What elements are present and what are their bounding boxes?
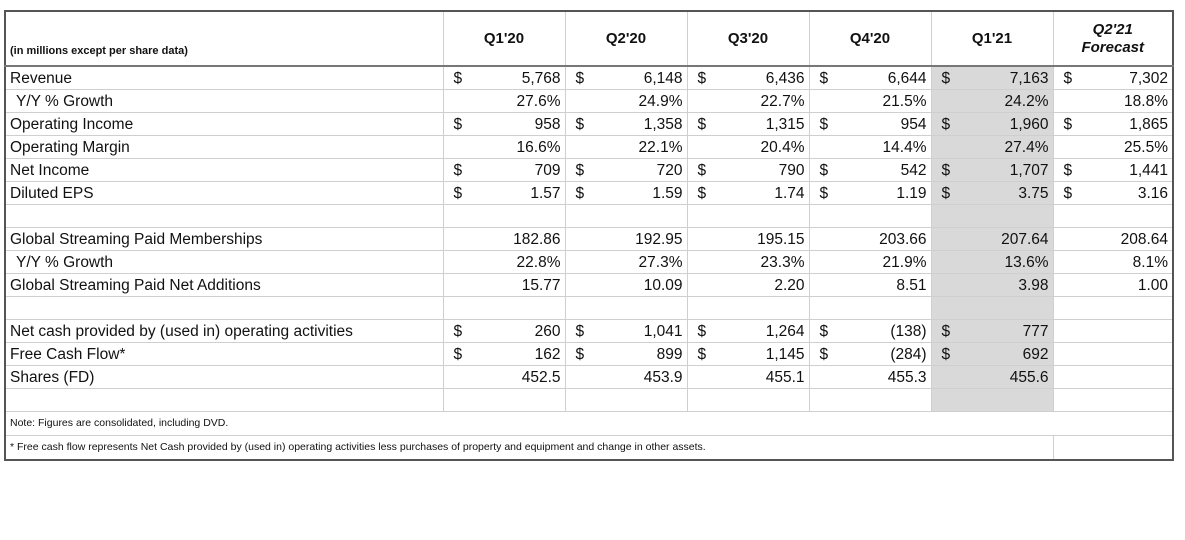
table-row — [5, 136, 1173, 159]
footnote-consolidated: Note: Figures are consolidated, including DVD. — [5, 412, 1173, 436]
row-label: Free Cash Flow* — [5, 343, 443, 366]
currency-symbol: $ — [931, 343, 961, 366]
period-header-forecast — [1053, 11, 1173, 66]
empty-cell — [931, 297, 1053, 320]
value-cell: 208.64 — [1053, 228, 1173, 251]
value-cell: 899 — [595, 343, 687, 366]
row-label: Shares (FD) — [5, 366, 443, 389]
row-label: Operating Income — [5, 113, 443, 136]
currency-symbol: $ — [565, 113, 595, 136]
spacer-row — [5, 205, 1173, 228]
value-cell: 455.1 — [687, 366, 809, 389]
value-cell: 542 — [839, 159, 931, 182]
currency-symbol: $ — [809, 182, 839, 205]
currency-symbol: $ — [931, 320, 961, 343]
empty-cell — [687, 297, 809, 320]
row-label: Diluted EPS — [5, 182, 443, 205]
currency-symbol: $ — [809, 159, 839, 182]
value-cell: 2.20 — [687, 274, 809, 297]
currency-symbol: $ — [687, 113, 717, 136]
value-cell: 1,358 — [595, 113, 687, 136]
value-cell: 5,768 — [473, 66, 565, 90]
value-cell: 1.57 — [473, 182, 565, 205]
empty-cell — [1053, 436, 1173, 461]
value-cell: 1.19 — [839, 182, 931, 205]
empty-cell — [1053, 297, 1173, 320]
value-cell: 162 — [473, 343, 565, 366]
empty-cell — [565, 297, 687, 320]
empty-cell — [5, 297, 443, 320]
period-header-q2-20: Q2'20 — [565, 11, 687, 66]
row-label: Net cash provided by (used in) operating activities — [5, 320, 443, 343]
table-row — [5, 90, 1173, 113]
currency-symbol: $ — [809, 113, 839, 136]
row-label: Operating Margin — [5, 136, 443, 159]
note-row — [5, 436, 1173, 461]
empty-cell — [565, 205, 687, 228]
value-cell: (284) — [839, 343, 931, 366]
value-cell: 23.3% — [687, 251, 809, 274]
empty-cell — [809, 389, 931, 412]
table-row — [5, 159, 1173, 182]
empty-cell — [931, 205, 1053, 228]
value-cell: 16.6% — [443, 136, 565, 159]
empty-cell — [1053, 366, 1173, 389]
value-cell: 24.9% — [565, 90, 687, 113]
currency-symbol: $ — [931, 113, 961, 136]
empty-cell — [1053, 205, 1173, 228]
currency-symbol: $ — [443, 113, 473, 136]
value-cell: 958 — [473, 113, 565, 136]
value-cell: 207.64 — [931, 228, 1053, 251]
value-cell: 8.51 — [809, 274, 931, 297]
value-cell: 790 — [717, 159, 809, 182]
table-row — [5, 228, 1173, 251]
currency-symbol: $ — [1053, 159, 1083, 182]
currency-symbol: $ — [931, 66, 961, 90]
currency-symbol: $ — [443, 159, 473, 182]
currency-symbol: $ — [809, 66, 839, 90]
forecast-quarter: Q2'21 — [1092, 20, 1133, 38]
value-cell: 720 — [595, 159, 687, 182]
table-row — [5, 320, 1173, 343]
value-cell: 182.86 — [443, 228, 565, 251]
table-row — [5, 251, 1173, 274]
currency-symbol: $ — [1053, 182, 1083, 205]
value-cell: 1,960 — [961, 113, 1053, 136]
empty-cell — [931, 389, 1053, 412]
value-cell: 709 — [473, 159, 565, 182]
note-row — [5, 412, 1173, 436]
empty-cell — [565, 389, 687, 412]
currency-symbol: $ — [687, 320, 717, 343]
currency-symbol: $ — [565, 343, 595, 366]
empty-cell — [5, 205, 443, 228]
value-cell: 6,644 — [839, 66, 931, 90]
currency-symbol: $ — [565, 182, 595, 205]
currency-symbol: $ — [443, 343, 473, 366]
table-row — [5, 366, 1173, 389]
value-cell: 1.74 — [717, 182, 809, 205]
empty-cell — [443, 205, 565, 228]
currency-symbol: $ — [565, 159, 595, 182]
value-cell: 27.3% — [565, 251, 687, 274]
empty-cell — [1053, 343, 1173, 366]
value-cell: 203.66 — [809, 228, 931, 251]
value-cell: 25.5% — [1053, 136, 1173, 159]
currency-symbol: $ — [565, 320, 595, 343]
value-cell: 1,264 — [717, 320, 809, 343]
currency-symbol: $ — [687, 343, 717, 366]
value-cell: 954 — [839, 113, 931, 136]
empty-cell — [687, 205, 809, 228]
currency-symbol: $ — [565, 66, 595, 90]
currency-symbol: $ — [809, 320, 839, 343]
value-cell: 6,148 — [595, 66, 687, 90]
value-cell: 1,145 — [717, 343, 809, 366]
currency-symbol: $ — [931, 182, 961, 205]
value-cell: 192.95 — [565, 228, 687, 251]
value-cell: 27.6% — [443, 90, 565, 113]
currency-symbol: $ — [687, 182, 717, 205]
value-cell: 13.6% — [931, 251, 1053, 274]
currency-symbol: $ — [443, 182, 473, 205]
value-cell: 20.4% — [687, 136, 809, 159]
empty-cell — [1053, 389, 1173, 412]
period-header-q3-20: Q3'20 — [687, 11, 809, 66]
table-row — [5, 182, 1173, 205]
units-label: (in millions except per share data) — [5, 11, 443, 66]
currency-symbol: $ — [687, 66, 717, 90]
value-cell: 455.3 — [809, 366, 931, 389]
value-cell: 1,865 — [1083, 113, 1173, 136]
table-row — [5, 274, 1173, 297]
value-cell: 452.5 — [443, 366, 565, 389]
currency-symbol: $ — [809, 343, 839, 366]
value-cell: 453.9 — [565, 366, 687, 389]
empty-cell — [687, 389, 809, 412]
value-cell: 15.77 — [443, 274, 565, 297]
spacer-row — [5, 389, 1173, 412]
value-cell: 8.1% — [1053, 251, 1173, 274]
footnote-free-cash-flow: * Free cash flow represents Net Cash provided by (used in) operating activities less purchases of property and equipment and change in other assets. — [5, 436, 1053, 461]
currency-symbol: $ — [931, 159, 961, 182]
value-cell: 777 — [961, 320, 1053, 343]
financial-table-sheet — [4, 10, 1174, 461]
period-header-q1-21: Q1'21 — [931, 11, 1053, 66]
value-cell: (138) — [839, 320, 931, 343]
value-cell: 22.1% — [565, 136, 687, 159]
value-cell: 195.15 — [687, 228, 809, 251]
table-row — [5, 343, 1173, 366]
row-label: Global Streaming Paid Net Additions — [5, 274, 443, 297]
currency-symbol: $ — [443, 66, 473, 90]
value-cell: 1,441 — [1083, 159, 1173, 182]
financial-summary-table — [4, 10, 1174, 461]
value-cell: 21.5% — [809, 90, 931, 113]
value-cell: 10.09 — [565, 274, 687, 297]
value-cell: 1,315 — [717, 113, 809, 136]
value-cell: 22.8% — [443, 251, 565, 274]
row-label: Revenue — [5, 66, 443, 90]
row-label: Y/Y % Growth — [5, 251, 443, 274]
period-header-q4-20: Q4'20 — [809, 11, 931, 66]
value-cell: 24.2% — [931, 90, 1053, 113]
period-header-q1-20: Q1'20 — [443, 11, 565, 66]
value-cell: 3.16 — [1083, 182, 1173, 205]
value-cell: 6,436 — [717, 66, 809, 90]
empty-cell — [809, 205, 931, 228]
value-cell: 455.6 — [931, 366, 1053, 389]
value-cell: 21.9% — [809, 251, 931, 274]
currency-symbol: $ — [1053, 66, 1083, 90]
value-cell: 260 — [473, 320, 565, 343]
empty-cell — [443, 297, 565, 320]
row-label: Net Income — [5, 159, 443, 182]
value-cell: 18.8% — [1053, 90, 1173, 113]
row-label: Global Streaming Paid Memberships — [5, 228, 443, 251]
value-cell: 1.00 — [1053, 274, 1173, 297]
empty-cell — [1053, 320, 1173, 343]
empty-cell — [809, 297, 931, 320]
value-cell: 7,163 — [961, 66, 1053, 90]
currency-symbol: $ — [687, 159, 717, 182]
value-cell: 3.98 — [931, 274, 1053, 297]
value-cell: 1,041 — [595, 320, 687, 343]
value-cell: 1,707 — [961, 159, 1053, 182]
value-cell: 7,302 — [1083, 66, 1173, 90]
table-row — [5, 66, 1173, 90]
table-row — [5, 113, 1173, 136]
header-row — [5, 11, 1173, 66]
row-label: Y/Y % Growth — [5, 90, 443, 113]
value-cell: 692 — [961, 343, 1053, 366]
empty-cell — [443, 389, 565, 412]
currency-symbol: $ — [443, 320, 473, 343]
value-cell: 14.4% — [809, 136, 931, 159]
forecast-label: Forecast — [1081, 38, 1145, 56]
value-cell: 3.75 — [961, 182, 1053, 205]
value-cell: 27.4% — [931, 136, 1053, 159]
value-cell: 1.59 — [595, 182, 687, 205]
empty-cell — [5, 389, 443, 412]
value-cell: 22.7% — [687, 90, 809, 113]
spacer-row — [5, 297, 1173, 320]
currency-symbol: $ — [1053, 113, 1083, 136]
